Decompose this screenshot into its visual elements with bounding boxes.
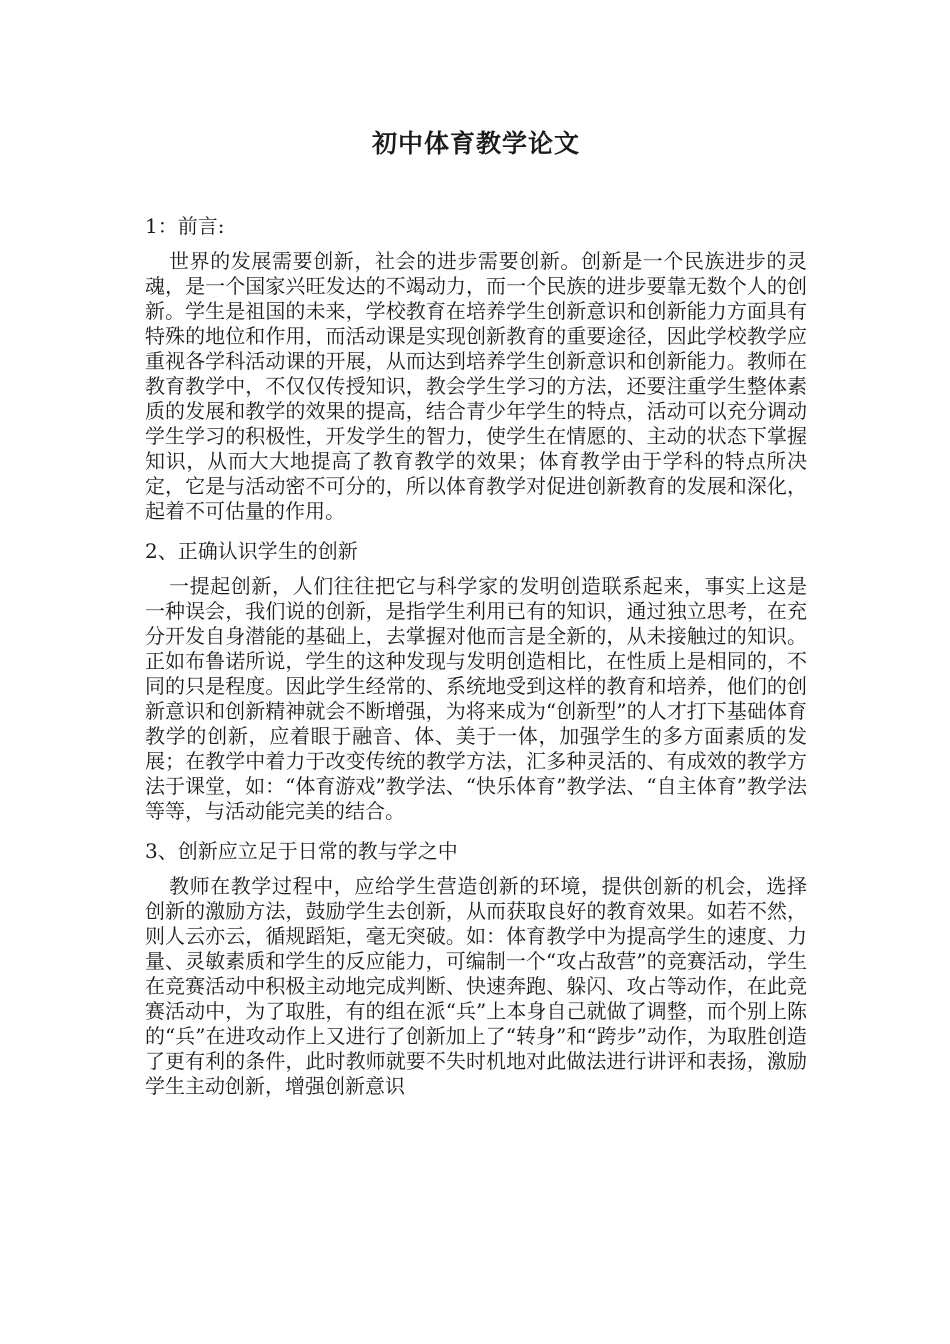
document-title: 初中体育教学论文	[371, 129, 580, 158]
section-heading-understanding-innovation: 2、正确认识学生的创新	[145, 538, 358, 563]
section-body-daily-teaching: 教师在教学过程中，应给学生营造创新的环境，提供创新的机会，选择创新的激励方法，鼓励学生去创新，从而获取良好的教育效果。如若不然，则人云亦云，循规蹈矩，毫无突破。如：体育教学中为提高学生的速度、力量、灵敏素质和学生的反应能力，可编制一个“攻占敌营”的竞赛活动，学生在竞赛活动中积极主动地完成判断、快速奔跑、躲闪、攻占等动作，在此竞赛活动中，为了取胜，有的组在派“兵”上本身自己就做了调整，而个别上陈的“兵”在进攻动作上又进行了创新加上了“转身”和“跨步”动作，为取胜创造了更有利的条件，此时教师就要不失时机地对此做法进行讲评和表扬，激励学生主动创新，增强创新意识	[145, 873, 807, 1098]
section-body-understanding-innovation: 一提起创新，人们往往把它与科学家的发明创造联系起来，事实上这是一种误会，我们说的创新，是指学生利用已有的知识，通过独立思考，在充分开发自身潜能的基础上，去掌握对他而言是全新的，从未接触过的知识。正如布鲁诺所说，学生的这种发现与发明创造相比，在性质上是相同的，不同的只是程度。因此学生经常的、系统地受到这样的教育和培养，他们的创新意识和创新精神就会不断增强，为将来成为“创新型”的人才打下基础体育教学的创新，应着眼于融音、体、美于一体，加强学生的多方面素质的发展；在教学中着力于改变传统的教学方法，汇多种灵活的、有成效的教学方法于课堂，如：“体育游戏”教学法、“快乐体育”教学法、“自主体育”教学法等等，与活动能完美的结合。	[145, 573, 807, 823]
document-page	[145, 128, 807, 1111]
section-heading-intro: 1：前言:	[145, 213, 225, 238]
section-body-intro: 世界的发展需要创新，社会的进步需要创新。创新是一个民族进步的灵魂，是一个国家兴旺发达的不竭动力，而一个民族的进步要靠无数个人的创新。学生是祖国的未来，学校教育在培养学生创新意识和创新能力方面具有特殊的地位和作用，而活动课是实现创新教育的重要途径，因此学校教学应重视各学科活动课的开展，从而达到培养学生创新意识和创新能力。教师在教育教学中，不仅仅传授知识，教会学生学习的方法，还要注重学生整体素质的发展和教学的效果的提高，结合青少年学生的特点，活动可以充分调动学生学习的积极性，开发学生的智力，使学生在情愿的、主动的状态下掌握知识，从而大大地提高了教育教学的效果；体育教学由于学科的特点所决定，它是与活动密不可分的，所以体育教学对促进创新教育的发展和深化，起着不可估量的作用。	[145, 248, 807, 523]
section-heading-daily-teaching: 3、创新应立足于日常的教与学之中	[145, 838, 458, 863]
